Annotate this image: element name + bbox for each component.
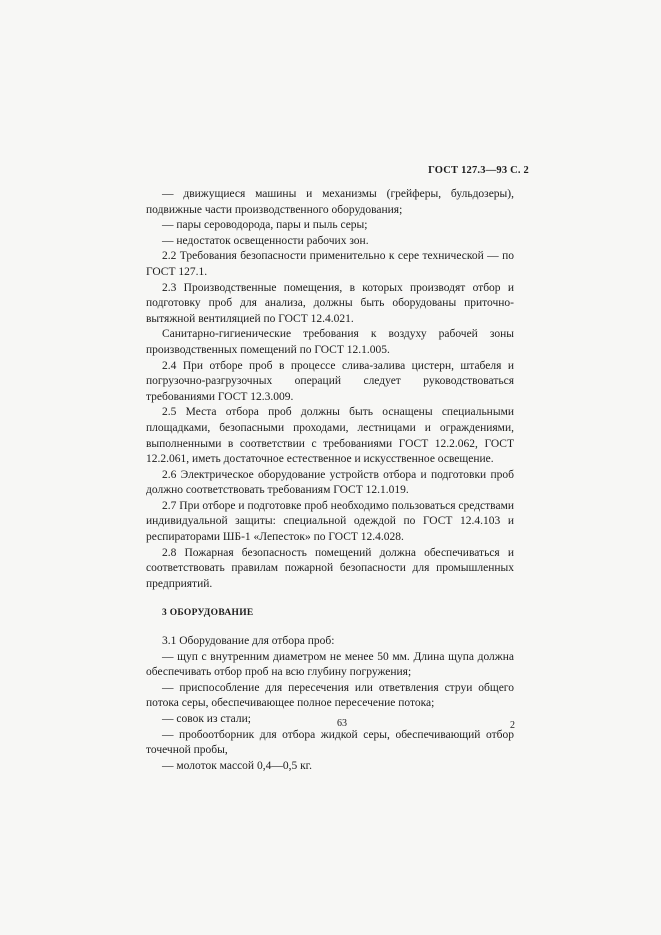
paragraph: — пробоотборник для отбора жидкой серы, обеспечивающий отбор точечной пробы, bbox=[146, 728, 514, 757]
document-body bbox=[146, 187, 514, 774]
paragraph: 2.7 При отборе и подготовке проб необходимо пользоваться средствами индивидуальной защиты: специальной одеждой по ГОСТ 12.4.103 и респираторами ШБ-1 «Лепесток» по ГОСТ 12.4.028. bbox=[146, 499, 514, 544]
section-title: 3 ОБОРУДОВАНИЕ bbox=[162, 608, 254, 619]
paragraph: 2.6 Электрическое оборудование устройств отбора и подготовки проб должно соответствовать требованиям ГОСТ 12.1.019. bbox=[146, 468, 514, 497]
paragraph: — пары сероводорода, пары и пыль серы; bbox=[162, 219, 368, 232]
paragraph: 2.4 При отборе проб в процессе слива-залива цистерн, штабеля и погрузочно-разгрузочных операций следует руководствоваться требованиями ГОСТ 12.3.009. bbox=[146, 359, 514, 403]
page-number: 63 bbox=[337, 718, 347, 729]
paragraph: 3.1 Оборудование для отбора проб: bbox=[162, 635, 335, 648]
paragraph: — движущиеся машины и механизмы (грейферы, бульдозеры), подвижные части производственного оборудования; bbox=[146, 188, 514, 216]
paragraph: — недостаток освещенности рабочих зон. bbox=[162, 234, 369, 247]
paragraph: 2.8 Пожарная безопасность помещений должна обеспечиваться и соответствовать правилам пожарной безопасности для промышленных предприятий. bbox=[146, 546, 514, 590]
paragraph: 2.3 Производственные помещения, в которых производят отбор и подготовку проб для анализа, должны быть оборудованы приточно-вытяжной вентиляцией по ГОСТ 12.4.021. bbox=[146, 281, 514, 325]
paragraph: — приспособление для пересечения или ответвления струи общего потока серы, обеспечивающее полное пересечение потока; bbox=[146, 681, 514, 710]
corner-number: 2 bbox=[510, 720, 515, 731]
paragraph: — щуп с внутренним диаметром не менее 50 мм. Длина щупа должна обеспечивать отбор проб на всю глубину погружения; bbox=[146, 650, 514, 679]
page-header: ГОСТ 127.3—93 С. 2 bbox=[428, 165, 529, 176]
paragraph: 2.5 Места отбора проб должны быть оснащены специальными площадками, безопасными проходами, лестницами и ограждениями, выполненными в соответствии с требованиями ГОСТ 12.2.062, ГОСТ 12.2.061, иметь достаточное естественное и искусственное освещение. bbox=[146, 406, 514, 466]
paragraph: — молоток массой 0,4—0,5 кг. bbox=[162, 759, 312, 772]
paragraph: 2.2 Требования безопасности применительно к сере технической — по ГОСТ 127.1. bbox=[146, 250, 514, 278]
paragraph: Санитарно-гигиенические требования к воздуху рабочей зоны производственных помещений по ГОСТ 12.1.005. bbox=[146, 328, 514, 356]
paragraph: — совок из стали; bbox=[162, 713, 251, 725]
